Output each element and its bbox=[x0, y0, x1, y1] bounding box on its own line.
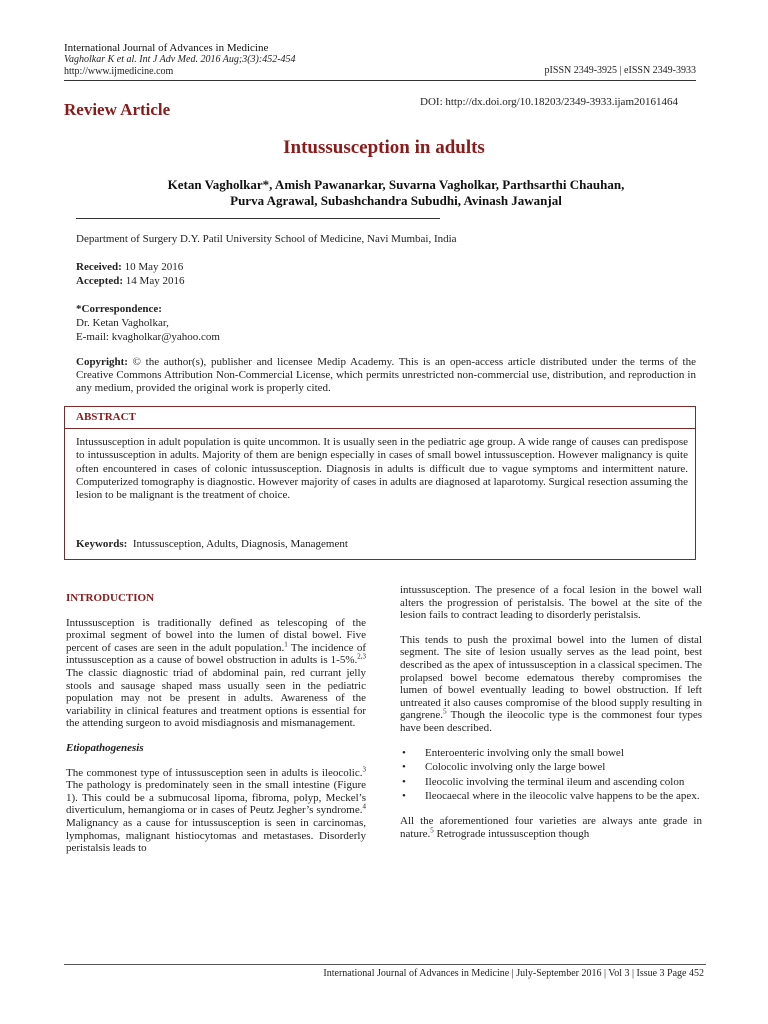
citation-ref[interactable]: 3 bbox=[362, 764, 366, 773]
list-item: • Colocolic involving only the large bowel bbox=[400, 761, 702, 774]
issn: pISSN 2349-3925 | eISSN 2349-3933 bbox=[544, 65, 696, 76]
doi-link[interactable]: DOI: http://dx.doi.org/10.18203/2349-3933.ijam20161464 bbox=[420, 96, 678, 108]
received-date: 10 May 2016 bbox=[124, 261, 184, 273]
author-list bbox=[96, 177, 696, 209]
etio-paragraph: The commonest type of intussusception seen in adults is ileocolic.$^3$ The pathology is predominately seen in the small intestine (Figure 1). This could be a submucosal lipoma, fibroma, polyp, Meckel’s diverticulum, hemangioma or in cases of Peutz Jegher’s syndrome.$^4$ Malignancy as a cause for intussusception is seen in carcinomas, lymphomas, malignant histiocytomas and metastases. Disorderly peristalsis leads to bbox=[66, 764, 366, 855]
citation-ref[interactable]: 1 bbox=[284, 640, 288, 649]
intro-paragraph: Intussusception is traditionally defined as telescoping of the proximal segment of bowel into the lumen of distal bowel. Five percent of cases are seen in the adult population.$^1$ The incidence of intussusception as a cause of bowel obstruction in adults is 1-5%.$^{2,3}$ The classic diagnostic triad of abdominal pain, red currant jelly stools and sausage shaped mass usually seen in the pediatric population may not be present in adults. Awareness of the variability in clinical features and treatment options is essential for the attending surgeon to avoid misdiagnosis and mismanagement. bbox=[66, 616, 366, 730]
keywords-label: Keywords: bbox=[76, 538, 128, 550]
citation-ref[interactable]: 4 bbox=[362, 802, 366, 811]
author-divider bbox=[76, 218, 440, 219]
citation-ref[interactable]: 5 bbox=[430, 825, 434, 834]
journal-name: International Journal of Advances in Medicine bbox=[64, 42, 269, 54]
citation-ref[interactable]: 2,3 bbox=[357, 652, 366, 661]
list-item: • Ileocaecal where in the ileocolic valve happens to be the apex. bbox=[400, 790, 702, 803]
correspondence-name: Dr. Ketan Vagholkar, bbox=[76, 317, 169, 329]
right-paragraph-2: This tends to push the proximal bowel into the lumen of distal segment. The site of lesion usually serves as the lead point, best described as the apex of intussusception in a classical specimen. The prolapsed bowel become edematous thereby compromises the lumen of bowel eventually leading to bowel obstruction. If left untreated it also causes compromise of the blood supply resulting in gangrene.$^5$ Though the ileocolic type is the commonest four types have been described. bbox=[400, 633, 702, 734]
accepted-label: Accepted: bbox=[76, 275, 124, 287]
keywords-list: Intussusception, Adults, Diagnosis, Management bbox=[132, 538, 348, 550]
correspondence-label: *Correspondence: bbox=[76, 303, 162, 315]
abstract-text: Intussusception in adult population is quite uncommon. It is usually seen in the pediatric age group. A wide range of causes can predispose to intussusception in adults. Majority of them are benign especially in cases of small bowel intussusception. However malignancy is quite often encountered in cases of colonic intussusception. Diagnosis in adults is difficult due to vague symptoms and intermittent nature. Computerized tomography is diagnostic. However majority of cases in adults are diagnosed at laparotomy. Surgical resection assuming the lesion to be malignant is the treatment of choice. bbox=[76, 436, 688, 502]
abstract-heading: ABSTRACT bbox=[76, 411, 136, 423]
footer-divider bbox=[64, 964, 706, 965]
right-column bbox=[400, 584, 702, 852]
affiliation: Department of Surgery D.Y. Patil University School of Medicine, Navi Mumbai, India bbox=[76, 233, 457, 245]
etiopathogenesis-heading: Etiopathogenesis bbox=[66, 741, 144, 754]
received-label: Received: bbox=[76, 261, 122, 273]
author-line-1: Ketan Vagholkar*, Amish Pawanarkar, Suvarna Vagholkar, Parthsarthi Chauhan, bbox=[167, 177, 625, 192]
citation: Vagholkar K et al. Int J Adv Med. 2016 Aug;3(3):452-454 bbox=[64, 54, 296, 65]
correspondence bbox=[76, 302, 220, 344]
article-dates bbox=[76, 260, 184, 288]
journal-url[interactable]: http://www.ijmedicine.com bbox=[64, 66, 174, 77]
list-item: • Enteroenteric involving only the small bowel bbox=[400, 747, 702, 760]
author-line-2: Purva Agrawal, Subashchandra Subudhi, Avinash Jawanjal bbox=[230, 193, 562, 208]
list-item: • Ileocolic involving the terminal ileum and ascending colon bbox=[400, 776, 702, 789]
citation-ref[interactable]: 5 bbox=[443, 707, 447, 716]
right-paragraph-1: intussusception. The presence of a focal lesion in the bowel wall alters the progression of peristalsis. The bowel at the site of the lesion fails to contract leading to disorderly peristalsis. bbox=[400, 584, 702, 622]
header-divider bbox=[64, 80, 696, 81]
paper-title: Intussusception in adults bbox=[283, 137, 485, 158]
abstract-divider bbox=[64, 428, 696, 429]
introduction-heading: INTRODUCTION bbox=[66, 592, 155, 604]
correspondence-email[interactable]: E-mail: kvagholkar@yahoo.com bbox=[76, 331, 220, 343]
article-type: Review Article bbox=[64, 100, 171, 119]
right-paragraph-3: All the aforementioned four varieties are always ante grade in nature.$^5$ Retrograde intussusception though bbox=[400, 814, 702, 840]
page-footer: International Journal of Advances in Medicine | July-September 2016 | Vol 3 | Issue 3 Page 452 bbox=[323, 968, 704, 979]
left-column bbox=[66, 592, 366, 867]
copyright-label: Copyright: bbox=[76, 356, 128, 368]
copyright-notice bbox=[76, 356, 696, 395]
accepted-date: 14 May 2016 bbox=[125, 275, 185, 287]
keywords bbox=[76, 538, 348, 550]
intussusception-types-list bbox=[400, 747, 702, 803]
copyright-text: © the author(s), publisher and licensee Medip Academy. This is an open-access article distributed under the terms of the Creative Commons Attribution Non-Commercial License, which permits unrestricted non-commercial use, distribution, and reproduction in any medium, provided the original work is properly cited. bbox=[76, 356, 697, 394]
